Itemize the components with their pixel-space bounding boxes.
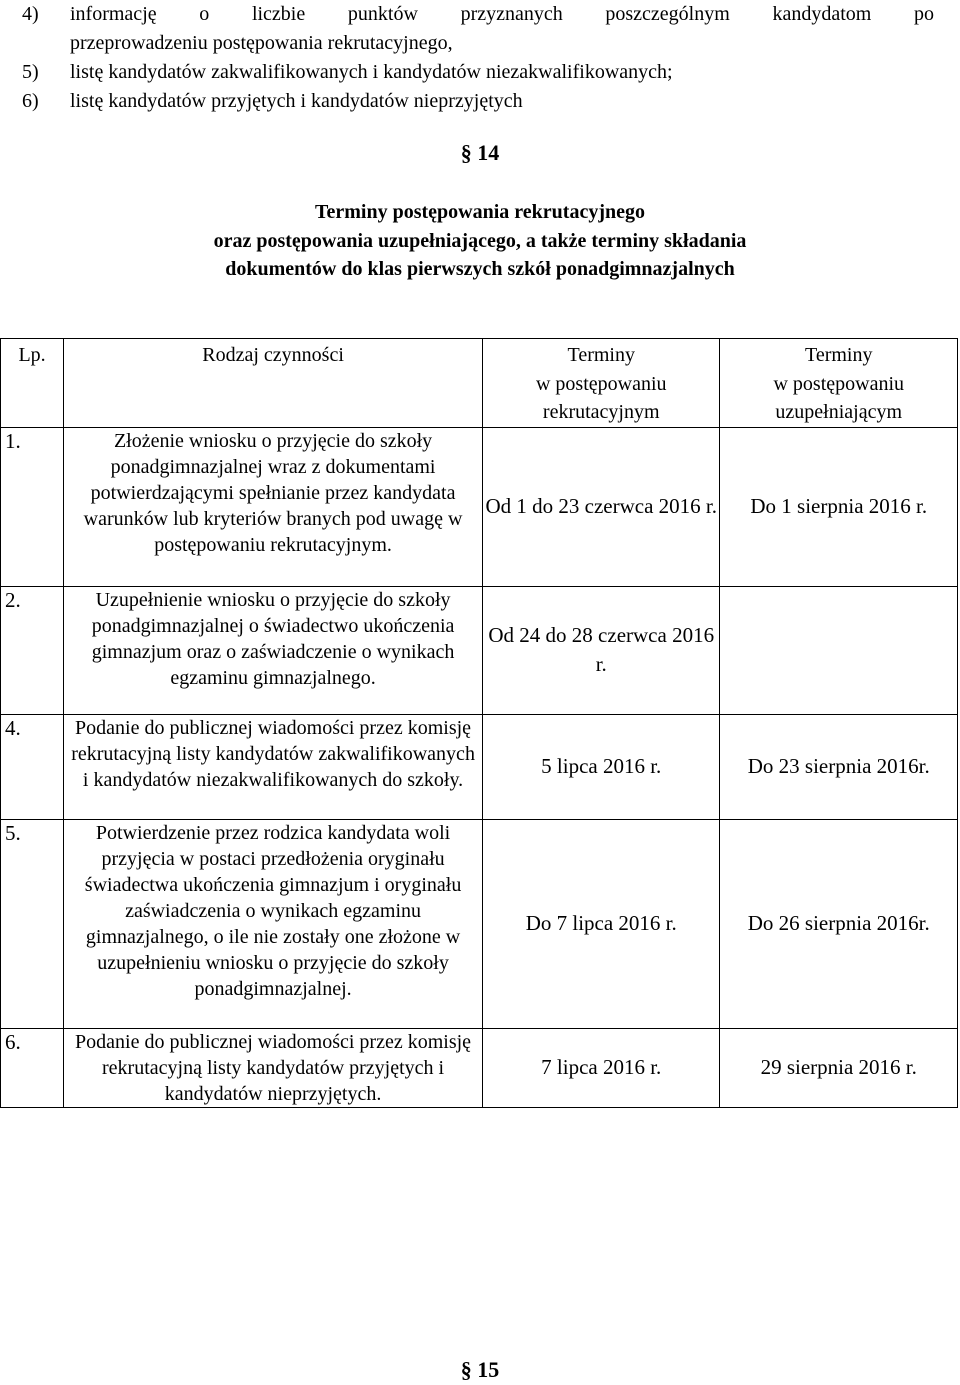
row-number: 2. [1,586,64,714]
row-activity: Podanie do publicznej wiadomości przez komisję rekrutacyjną listy kandydatów zakwalifikowanych i kandydatów niezakwalifikowanych do szkoły. [64,714,483,819]
list-item-number: 4) [22,3,39,25]
table-row [1,714,958,819]
heading-line: Terminy postępowania rekrutacyjnego [315,201,645,223]
list-item-text: listę kandydatów zakwalifikowanych i kandydatów niezakwalifikowanych; [70,61,673,83]
table-row [1,586,958,714]
row-activity: Złożenie wniosku o przyjęcie do szkoły ponadgimnazjalnej wraz z dokumentami potwierdzającymi spełnianie przez kandydata warunków lub kryteriów branych pod uwagę w postępowaniu rekrutacyjnym. [64,427,483,586]
table-row [1,427,958,586]
row-number: 5. [1,819,64,1028]
list-item-text: listę kandydatów przyjętych i kandydatów nieprzyjętych [70,90,523,112]
row-number: 6. [1,1028,64,1107]
row-recruitment-date: 5 lipca 2016 r. [483,714,720,819]
list-item-number: 5) [22,61,39,83]
numbered-list [22,0,934,116]
section-heading [0,198,960,284]
row-recruitment-date: Od 1 do 23 czerwca 2016 r. [483,427,720,586]
header-recruitment [483,339,720,428]
row-number: 4. [1,714,64,819]
schedule-table [0,338,958,1108]
row-recruitment-date: 7 lipca 2016 r. [483,1028,720,1107]
list-item [22,58,934,87]
list-item-continuation: przeprowadzeniu postępowania rekrutacyjnego, [70,32,453,54]
row-supplementary-date: Do 23 sierpnia 2016r. [720,714,958,819]
row-supplementary-date: 29 sierpnia 2016 r. [720,1028,958,1107]
header-line: Terminy [567,344,635,366]
list-item [22,87,934,116]
section-mark: § 14 [460,140,500,165]
list-item [22,0,934,29]
heading-line: oraz postępowania uzupełniającego, a także terminy składania [213,229,747,252]
table-header-row [1,339,958,428]
row-recruitment-date: Do 7 lipca 2016 r. [483,819,720,1028]
row-activity: Uzupełnienie wniosku o przyjęcie do szkoły ponadgimnazjalnej o świadectwo ukończenia gimnazjum oraz o zaświadczenie o wynikach egzaminu gimnazjalnego. [64,586,483,714]
row-supplementary-date: Do 1 sierpnia 2016 r. [720,427,958,586]
heading-line: dokumentów do klas pierwszych szkół ponadgimnazjalnych [225,258,735,280]
row-supplementary-date: Do 26 sierpnia 2016r. [720,819,958,1028]
row-activity: Podanie do publicznej wiadomości przez komisję rekrutacyjną listy kandydatów przyjętych i kandydatów nieprzyjętych. [64,1028,483,1107]
header-line: rekrutacyjnym [542,401,660,423]
row-number: 1. [1,427,64,586]
next-section-mark: § 15 [460,1357,500,1382]
list-item-number: 6) [22,90,39,112]
table-row [1,819,958,1028]
header-line: uzupełniającym [775,401,903,423]
row-activity: Potwierdzenie przez rodzica kandydata woli przyjęcia w postaci przedłożenia oryginału świadectwa ukończenia gimnazjum i oryginału zaświadczenia o wynikach egzaminu gimnazjalnego, o ile nie zostały one złożone w uzupełnieniu wniosku o przyjęcie do szkoły ponadgimnazjalnej. [64,819,483,1028]
header-line: w postępowaniu [773,372,905,395]
row-supplementary-date [720,586,958,714]
header-line: w postępowaniu [535,372,667,395]
header-line: Terminy [805,344,873,366]
list-item-text: informację o liczbie punktów przyznanych poszczególnym kandydatom po [70,3,934,25]
header-activity: Rodzaj czynności [64,339,483,428]
table-row [1,1028,958,1107]
header-lp: Lp. [1,339,64,428]
header-supplementary [720,339,958,428]
row-recruitment-date: Od 24 do 28 czerwca 2016 r. [483,586,720,714]
